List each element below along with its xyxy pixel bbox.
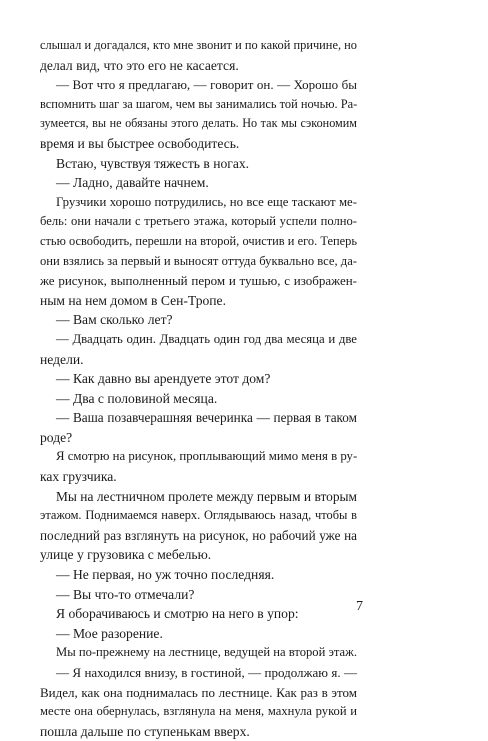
text-line: же рисунок, выполненный пером и тушью, с изображен- xyxy=(40,273,357,289)
text-line: Грузчики хорошо потрудились, но все еще таскают ме- xyxy=(56,194,357,209)
text-line: — Вам сколько лет? xyxy=(56,312,173,328)
text-line: роде? xyxy=(40,429,73,445)
text-line: пошла дальше по ступенькам вверх. xyxy=(40,723,250,739)
text-line: — Ваша позавчерашняя вечеринка — первая в таком xyxy=(56,410,357,426)
text-line: — Не первая, но уж точно последняя. xyxy=(56,567,275,583)
text-line: последний раз взглянуть на рисунок, но рабочий уже на xyxy=(40,527,357,543)
text-line: улице у грузовика с мебелью. xyxy=(40,547,212,563)
text-line: они взялись за первый и выносят оттуда буквально все, да- xyxy=(40,253,357,268)
text-line: — Вы что-то отмечали? xyxy=(56,586,195,602)
text-line: Видел, как она поднималась по лестнице. Как раз в этом xyxy=(40,684,357,700)
text-line: Я смотрю на рисунок, проплывающий мимо меня в ру- xyxy=(56,449,358,464)
text-line: — Мое разорение. xyxy=(56,625,163,641)
text-line: — Вот что я предлагаю, — говорит он. — Хорошо бы xyxy=(56,77,357,93)
text-line: — Как давно вы арендуете этот дом? xyxy=(56,371,271,387)
text-line: — Двадцать один. Двадцать один год два месяца и две xyxy=(56,331,357,346)
text-line: месте она обернулась, взглянула на меня, махнула рукой и xyxy=(40,704,357,719)
text-line: бель: они начали с третьего этажа, который успели полно- xyxy=(40,214,357,229)
text-line: делал вид, что это его не касается. xyxy=(40,57,239,73)
text-line: Я оборачиваюсь и смотрю на него в упор: xyxy=(56,606,299,622)
text-line: — Я находился внизу, в гостиной, — продолжаю я. — xyxy=(56,665,357,680)
text-line: Мы на лестничном пролете между первым и вторым xyxy=(56,488,357,504)
text-line: Встаю, чувствуя тяжесть в ногах. xyxy=(56,155,250,171)
text-line: — Ладно, давайте начнем. xyxy=(56,175,209,191)
text-line: слышал и догадался, кто мне звонит и по какой причине, но xyxy=(40,38,357,52)
text-line: время и вы быстрее освободитесь. xyxy=(40,135,240,151)
text-line: ным на нем домом в Сен-Тропе. xyxy=(40,292,226,308)
text-line: ках грузчика. xyxy=(40,469,117,485)
page-number: 7 xyxy=(356,599,363,614)
text-line: недели. xyxy=(40,351,84,367)
text-line: стью освободить, перешли на второй, очистив и его. Теперь xyxy=(40,233,357,248)
text-line: этажом. Поднимаемся наверх. Оглядываюсь назад, чтобы в xyxy=(40,508,357,523)
text-line: Мы по-прежнему на лестнице, ведущей на второй этаж. xyxy=(56,645,357,660)
body-text xyxy=(40,36,357,741)
text-line: зумеется, вы не обязаны этого делать. Но так мы сэкономим xyxy=(40,116,357,131)
text-line: вспомнить шаг за шагом, чем вы занимались той ночью. Ра- xyxy=(40,96,358,111)
text-line: — Два с половиной месяца. xyxy=(56,390,218,406)
